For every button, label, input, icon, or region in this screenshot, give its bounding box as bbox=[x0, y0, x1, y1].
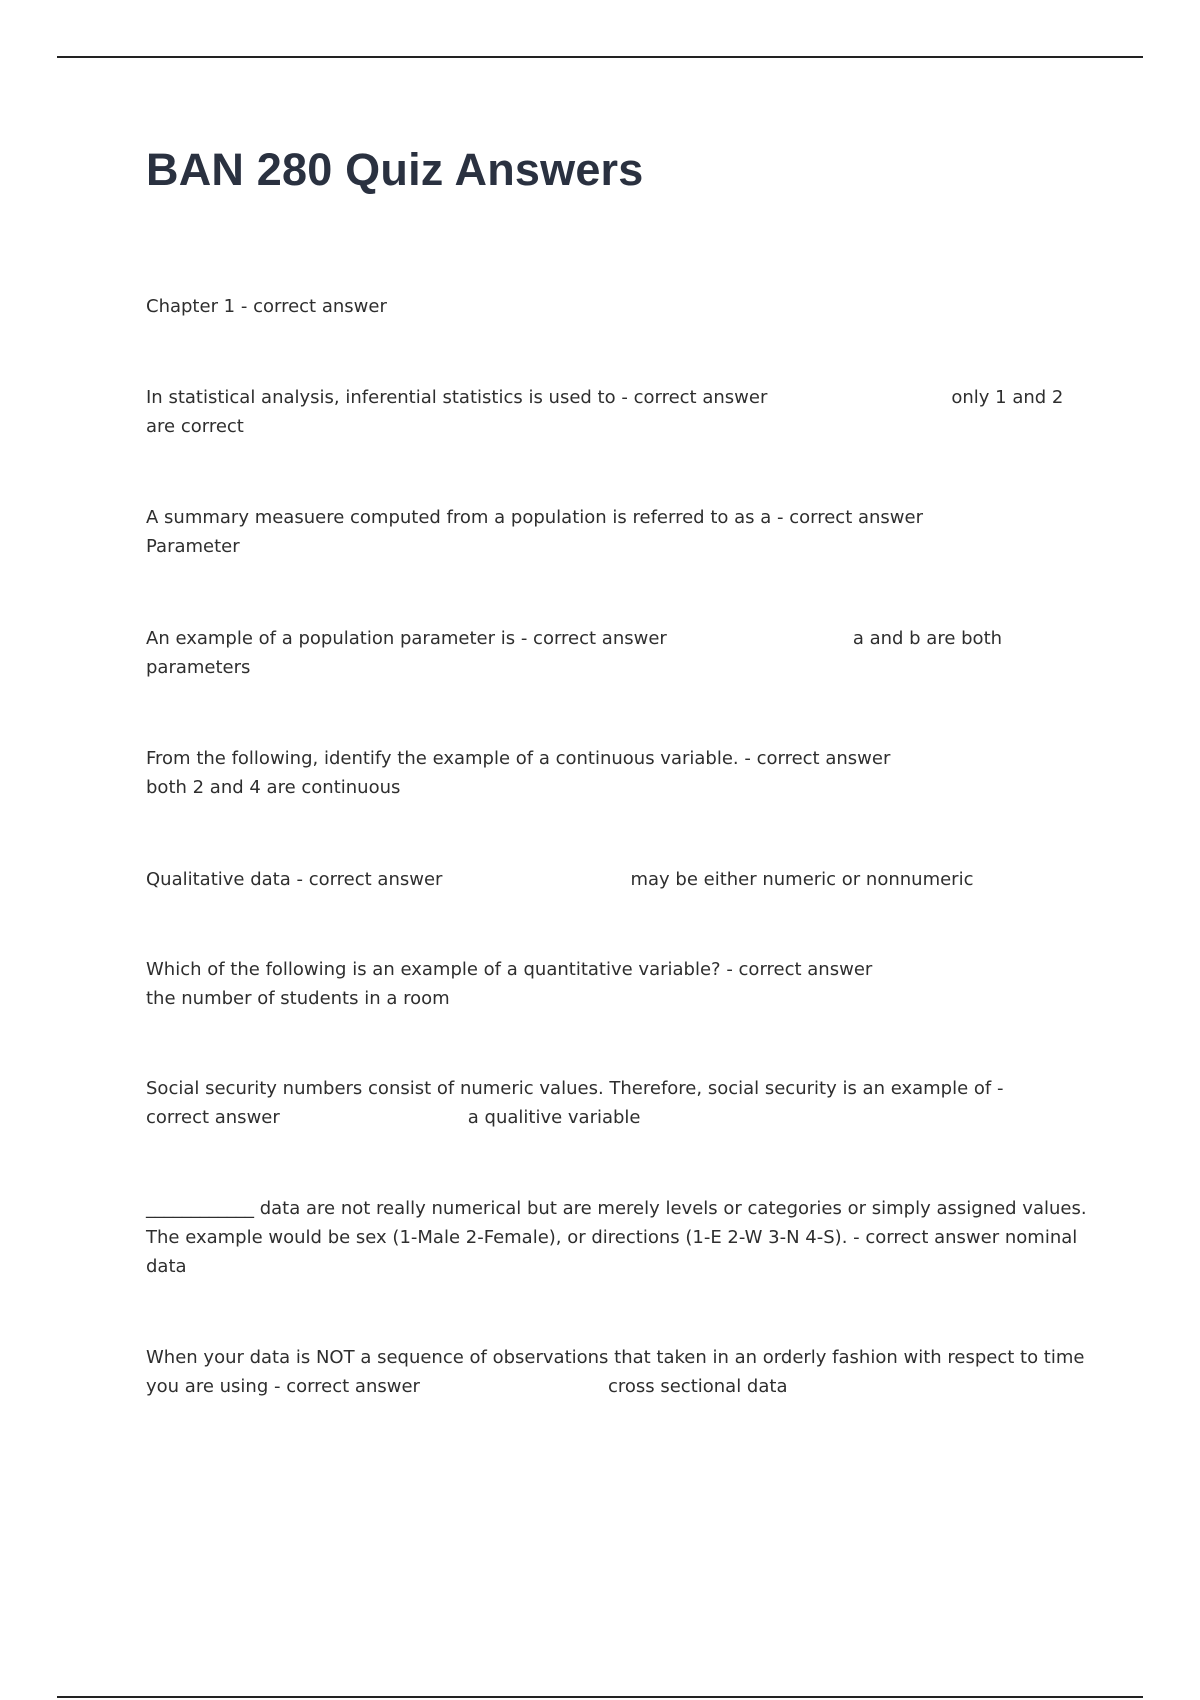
qa-item bbox=[146, 865, 1096, 894]
answer-text: only 1 and 2 are correct bbox=[146, 387, 1070, 437]
answer-text: a qualitive variable bbox=[467, 1107, 641, 1128]
answer-separator: - correct answer bbox=[515, 628, 667, 649]
qa-item bbox=[146, 1074, 1066, 1132]
question-text: When your data is NOT a sequence of observations that taken in an orderly fashion with respect to time you are using bbox=[146, 1347, 1091, 1397]
answer-text: Parameter bbox=[146, 536, 240, 557]
question-text: From the following, identify the example of a continuous variable. bbox=[146, 748, 739, 769]
answer-separator: - correct answer bbox=[615, 387, 768, 408]
answer-text: both 2 and 4 are continuous bbox=[146, 777, 401, 798]
qa-item bbox=[146, 1194, 1096, 1281]
question-text: Chapter 1 bbox=[146, 296, 236, 317]
question-text: An example of a population parameter is bbox=[146, 628, 516, 649]
answer-text: a and b are both parameters bbox=[146, 628, 1008, 678]
answer-separator: - correct answer bbox=[847, 1227, 1000, 1248]
qa-item bbox=[146, 383, 1096, 441]
answer-separator: - correct answer bbox=[235, 296, 387, 317]
answer-separator: - correct answer bbox=[738, 748, 891, 769]
question-text: ____________ data are not really numerical but are merely levels or categories or simply assigned values. The example would be sex (1-Male 2-Female), or directions (1-E 2-W 3-N 4-S). bbox=[146, 1198, 1093, 1248]
qa-item bbox=[146, 292, 1096, 321]
question-text: A summary measuere computed from a population is referred to as a bbox=[146, 507, 772, 528]
answer-text: the number of students in a room bbox=[146, 988, 450, 1009]
qa-item bbox=[146, 503, 926, 561]
document-title: BAN 280 Quiz Answers bbox=[146, 144, 644, 195]
qa-item bbox=[146, 1343, 1096, 1401]
answer-text: cross sectional data bbox=[607, 1376, 788, 1397]
qa-item bbox=[146, 744, 906, 802]
bottom-rule bbox=[57, 1696, 1143, 1698]
answer-separator: - correct answer bbox=[146, 1078, 1010, 1128]
question-text: Social security numbers consist of numeric values. Therefore, social security is an example of bbox=[146, 1078, 992, 1099]
answer-text: may be either numeric or nonnumeric bbox=[630, 869, 974, 890]
answer-separator: - correct answer bbox=[771, 507, 923, 528]
question-text: Which of the following is an example of a quantitative variable? bbox=[146, 959, 721, 980]
qa-item bbox=[146, 955, 906, 1013]
qa-item bbox=[146, 624, 1026, 682]
question-text: In statistical analysis, inferential statistics is used to bbox=[146, 387, 616, 408]
question-text: Qualitative data bbox=[146, 869, 291, 890]
top-rule bbox=[57, 56, 1143, 58]
answer-separator: - correct answer bbox=[290, 869, 443, 890]
answer-separator: - correct answer bbox=[268, 1376, 420, 1397]
answer-text: nominal data bbox=[146, 1227, 1083, 1277]
answer-separator: - correct answer bbox=[720, 959, 873, 980]
